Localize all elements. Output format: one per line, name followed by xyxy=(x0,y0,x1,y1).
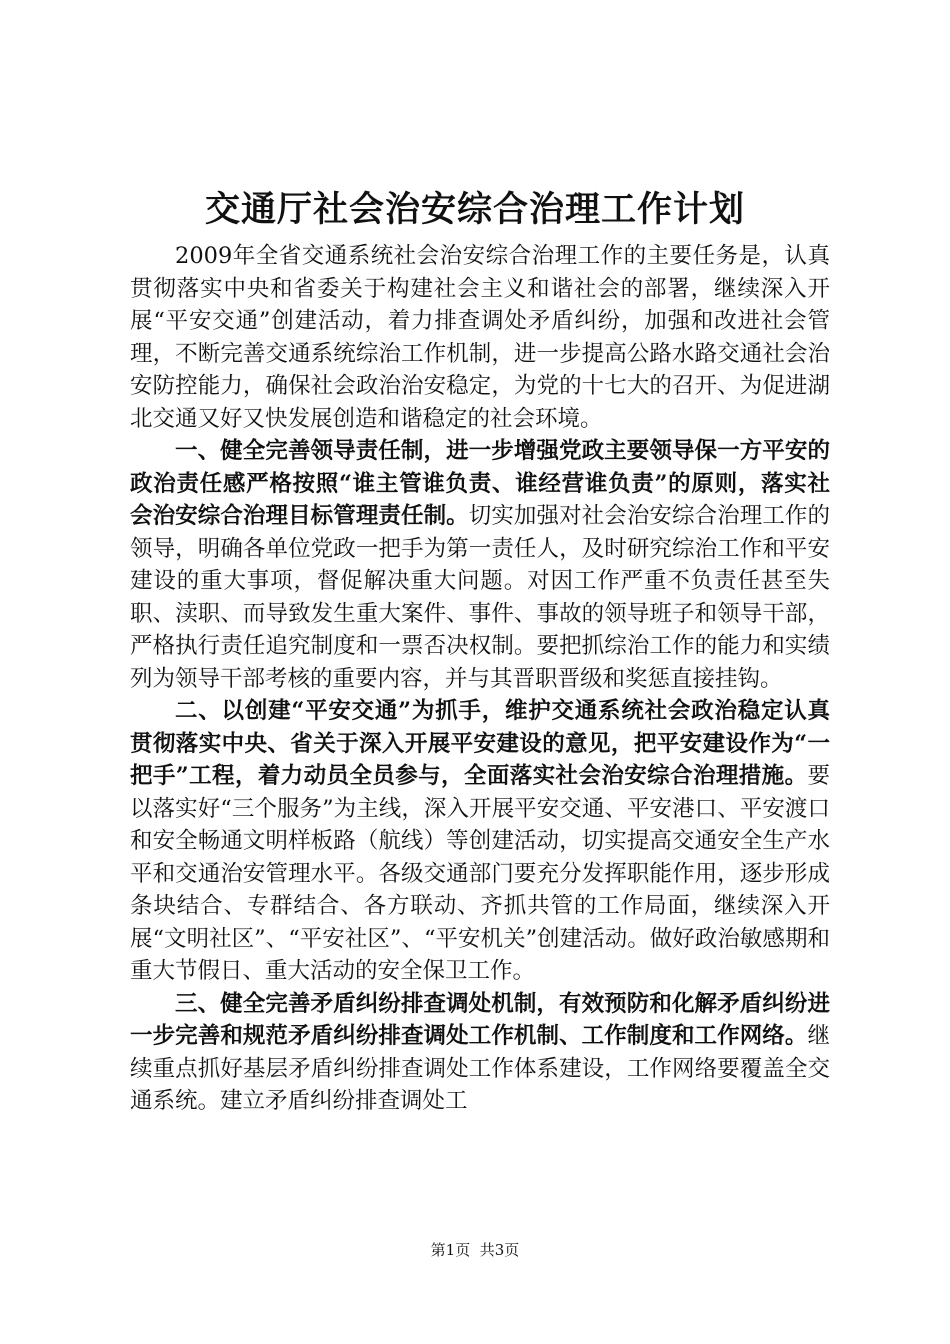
paragraph-text: 继续重点抓好基层矛盾纠纷排查调处工作体系建设，工作网络要覆盖全交通系统。建立矛盾纠纷排查调处工 xyxy=(130,1023,830,1114)
paragraph-heading: 三、健全完善矛盾纠纷排查调处机制，有效预防和化解矛盾纠纷进一步完善和规范矛盾纠纷排查调处工作机制、工作制度和工作网络。 xyxy=(130,990,830,1049)
page-number: 第1页 xyxy=(430,1241,471,1259)
paragraph-heading: 二、以创建“平安交通”为抓手，维护交通系统社会政治稳定认真贯彻落实中央、省关于深入开展平安建设的意见，把平安建设作为“一把手”工程，着力动员全员参与，全面落实社会治安综合治理措施。 xyxy=(130,698,830,789)
paragraph-text: 要以落实好“三个服务”为主线，深入开展平安交通、平安港口、平安渡口和安全畅通文明样板路（航线）等创建活动，切实提高交通安全生产水平和交通治安管理水平。各级交通部门要充分发挥职能作用，逐步形成条块结合、专群结合、各方联动、齐抓共管的工作局面，继续深入开展“文明社区”、“平安社区”、“平安机关”创建活动。做好政治敏感期和重大节假日、重大活动的安全保卫工作。 xyxy=(130,763,830,984)
paragraph-section-3 xyxy=(130,988,830,1118)
page-total: 共3页 xyxy=(479,1241,520,1259)
page-footer xyxy=(0,1240,950,1260)
paragraph-text: 切实加强对社会治安综合治理工作的领导，明确各单位党政一把手为第一责任人，及时研究综治工作和平安建设的重大事项，督促解决重大问题。对因工作严重不负责任甚至失职、渎职、而导致发生重大案件、事件、事故的领导班子和领导干部，严格执行责任追究制度和一票否决权制。要把抓综治工作的能力和实绩列为领导干部考核的重要内容，并与其晋职晋级和奖惩直接挂钩。 xyxy=(130,503,830,692)
paragraph-heading: 一、健全完善领导责任制，进一步增强党政主要领导保一方平安的政治责任感严格按照“谁主管谁负责、谁经营谁负责”的原则，落实社会治安综合治理目标管理责任制。 xyxy=(130,438,830,529)
paragraph-text: 2009年全省交通系统社会治安综合治理工作的主要任务是，认真贯彻落实中央和省委关于构建社会主义和谐社会的部署，继续深入开展“平安交通”创建活动，着力排查调处矛盾纠纷，加强和改进社会管理，不断完善交通系统综治工作机制，进一步提高公路水路交通社会治安防控能力，确保社会政治治安稳定，为党的十七大的召开、为促进湖北交通又好又快发展创造和谐稳定的社会环境。 xyxy=(130,243,830,432)
paragraph-section-1 xyxy=(130,435,830,695)
document-title: 交通厅社会治安综合治理工作计划 xyxy=(204,189,745,230)
paragraph-section-2 xyxy=(130,695,830,988)
document-body xyxy=(130,240,830,1118)
paragraph-intro xyxy=(130,240,830,435)
